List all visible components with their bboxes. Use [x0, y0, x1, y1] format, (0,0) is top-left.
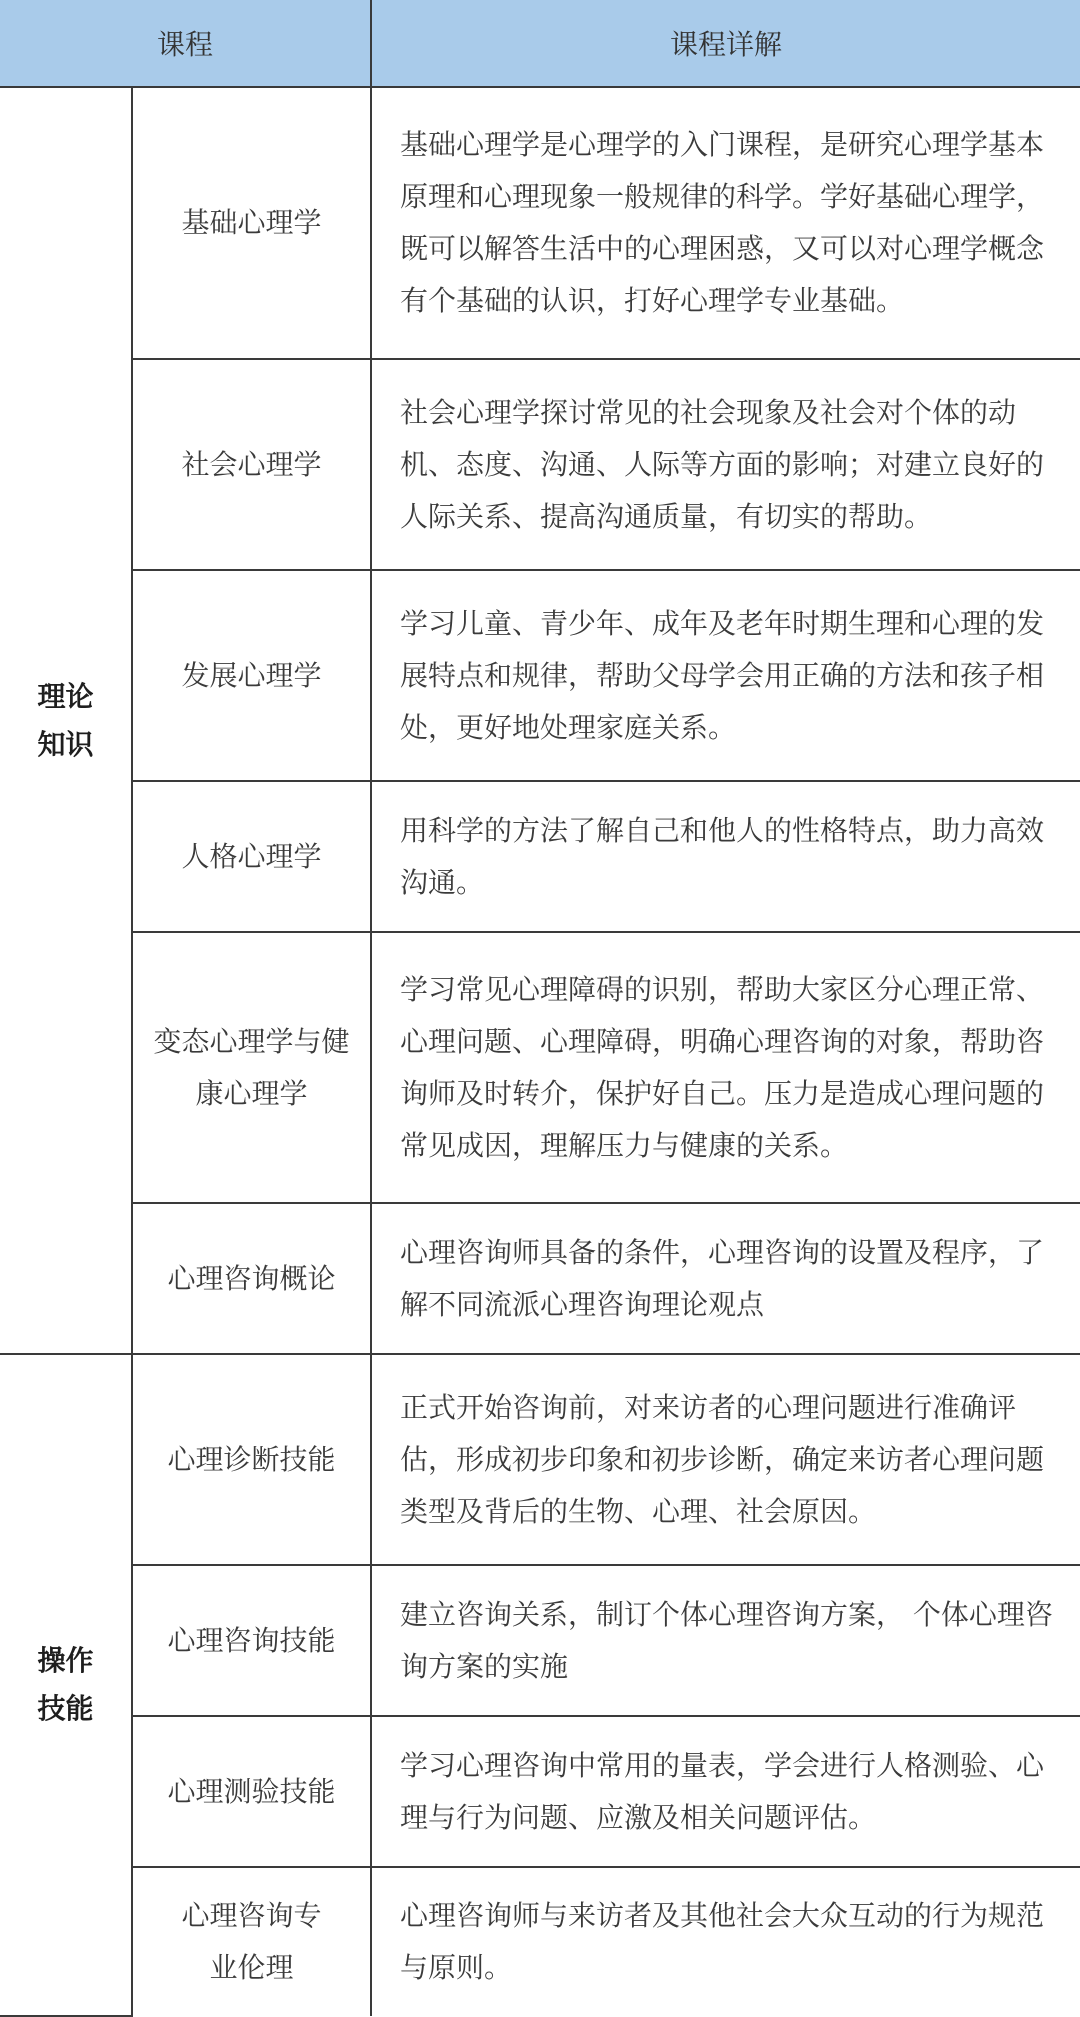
course-name-cell [132, 1716, 371, 1867]
table-row [0, 359, 1080, 570]
course-detail: 学习常见心理障碍的识别，帮助大家区分心理正常、心理问题、心理障碍，明确心理咨询的对象，帮助咨询师及时转介，保护好自己。压力是造成心理问题的常见成因，理解压力与健康的关系。 [371, 932, 1080, 1203]
course-name: 心理咨询专业伦理 [181, 1899, 322, 1984]
course-name-cell [132, 570, 371, 781]
course-detail: 建立咨询关系，制订个体心理咨询方案， 个体心理咨询方案的实施 [371, 1565, 1080, 1716]
course-detail: 学习心理咨询中常用的量表，学会进行人格测验、心理与行为问题、应激及相关问题评估。 [371, 1716, 1080, 1867]
course-name: 发展心理学 [181, 658, 322, 692]
header-detail: 课程详解 [371, 0, 1080, 87]
course-name-cell [132, 1867, 371, 2016]
table-row [0, 1867, 1080, 2016]
table-row [0, 87, 1080, 359]
course-detail: 心理咨询师与来访者及其他社会大众互动的行为规范与原则。 [371, 1867, 1080, 2016]
course-name: 社会心理学 [181, 447, 322, 481]
course-name: 基础心理学 [181, 206, 322, 239]
course-detail: 社会心理学探讨常见的社会现象及社会对个体的动机、态度、沟通、人际等方面的影响；对建立良好的人际关系、提高沟通质量，有切实的帮助。 [371, 359, 1080, 570]
course-detail: 基础心理学是心理学的入门课程，是研究心理学基本原理和心理现象一般规律的科学。学好基础心理学，既可以解答生活中的心理困惑，又可以对心理学概念有个基础的认识，打好心理学专业基础。 [371, 87, 1080, 359]
course-name-cell [132, 1565, 371, 1716]
table-row [0, 781, 1080, 932]
table-row [0, 1203, 1080, 1354]
course-name: 心理咨询技能 [167, 1623, 336, 1657]
group-theory-cell [0, 87, 132, 1354]
course-name: 心理咨询概论 [167, 1261, 336, 1295]
course-name-cell [132, 1203, 371, 1354]
course-name-cell [132, 1354, 371, 1565]
table-header-row [0, 0, 1080, 87]
course-name-cell [132, 932, 371, 1203]
course-detail: 用科学的方法了解自己和他人的性格特点，助力高效沟通。 [371, 781, 1080, 932]
course-name: 变态心理学与健康心理学 [153, 1024, 350, 1110]
course-detail: 正式开始咨询前，对来访者的心理问题进行准确评估，形成初步印象和初步诊断，确定来访者心理问题类型及背后的生物、心理、社会原因。 [371, 1354, 1080, 1565]
table-row [0, 1565, 1080, 1716]
group-skills-cell [0, 1354, 132, 2016]
table-row [0, 1354, 1080, 1565]
table-row [0, 932, 1080, 1203]
course-name-cell [132, 87, 371, 359]
course-name-cell [132, 781, 371, 932]
course-name: 人格心理学 [181, 839, 322, 873]
course-detail: 心理咨询师具备的条件，心理咨询的设置及程序，了解不同流派心理咨询理论观点 [371, 1203, 1080, 1354]
course-name-cell [132, 359, 371, 570]
group-theory-label: 理论知识 [37, 679, 94, 761]
group-skills-label: 操作技能 [37, 1644, 94, 1725]
header-course: 课程 [0, 0, 371, 87]
course-name: 心理诊断技能 [167, 1442, 336, 1476]
course-detail: 学习儿童、青少年、成年及老年时期生理和心理的发展特点和规律，帮助父母学会用正确的方法和孩子相处，更好地处理家庭关系。 [371, 570, 1080, 781]
course-name: 心理测验技能 [167, 1774, 336, 1808]
table-row [0, 570, 1080, 781]
table-row [0, 1716, 1080, 1867]
